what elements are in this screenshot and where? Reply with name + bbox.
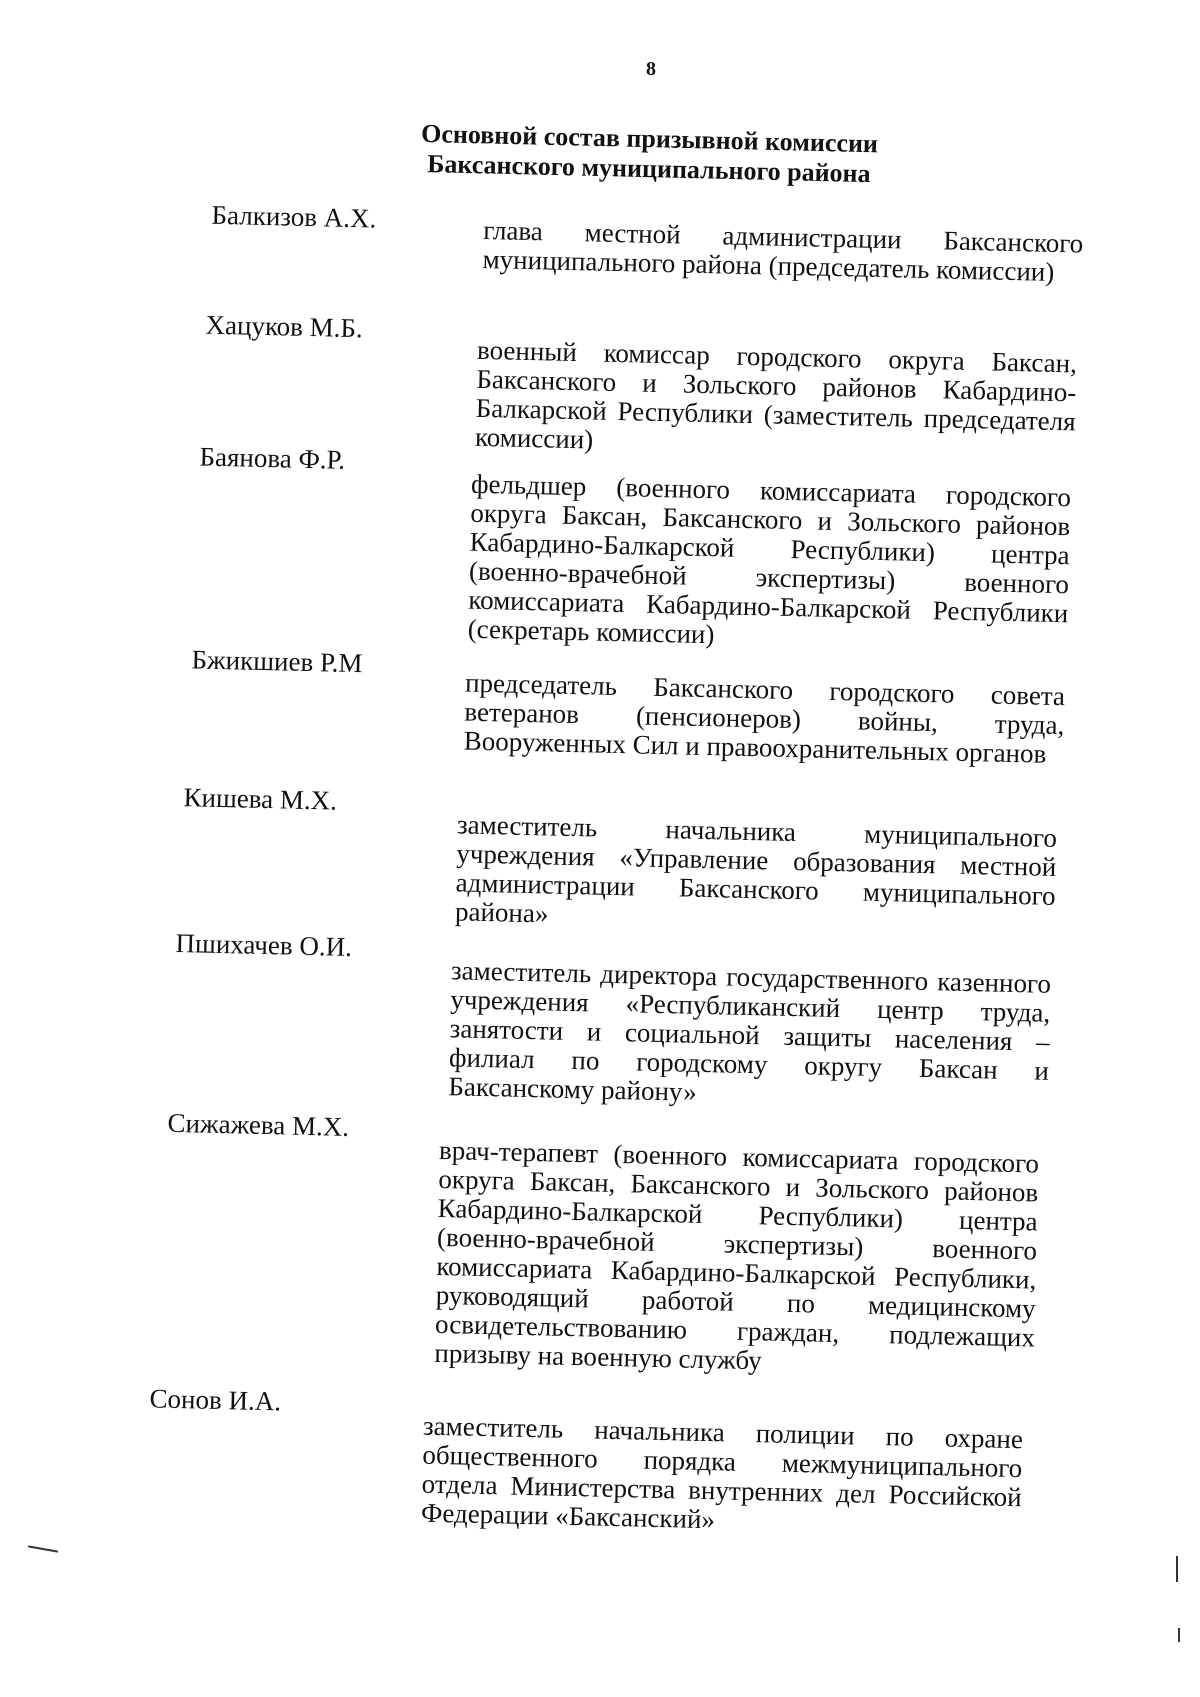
scan-mark — [1176, 1556, 1178, 1582]
member-name: Хацуков М.Б. — [205, 309, 364, 344]
member-role: заместитель начальника муниципального учреждения «Управление образования местной администрации Баксанского муниципального района» — [454, 809, 1058, 929]
scan-mark — [1178, 1628, 1180, 1642]
member-role: заместитель начальника полиции по охране общественного порядка межмуниципального отдела Министерства внутренних дел Российской Федерации «Баксанский» — [420, 1410, 1024, 1535]
member-name: Баянова Ф.Р. — [199, 441, 346, 475]
member-role: фельдшер (военного комиссариата городского округа Баксан, Баксанского и Зольского районов Кабардино-Балкарской Республики) центра (военно-врачебной экспертизы) военного комиссариата Кабардино-Балкарской Республики (секретарь комиссии) — [467, 468, 1072, 650]
title-line-1: Основной состав призывной комиссии — [420, 118, 879, 159]
member-role: заместитель директора государственного казенного учреждения «Республиканский центр труда, занятости и социальной защиты населения – филиал по городскому округу Баксан и Баксанскому району» — [448, 955, 1052, 1107]
member-entry — [0, 195, 1200, 287]
document-title — [379, 118, 920, 190]
member-role: военный комиссар городского округа Баксан, Баксанского и Зольского районов Кабардино-Балкарской Республики (заместитель председателя комиссии) — [474, 334, 1078, 455]
member-name: Бжикшиев Р.М — [191, 644, 363, 679]
member-entry — [0, 1380, 1200, 1535]
title-line-2: Баксанского муниципального района — [426, 149, 871, 189]
member-name: Пшихачев О.И. — [175, 927, 353, 962]
member-name: Сонов И.А. — [149, 1383, 282, 1417]
page-number: 8 — [646, 58, 656, 80]
member-name: Кишева М.Х. — [183, 782, 338, 816]
member-entry — [0, 305, 1200, 455]
member-entry — [0, 778, 1200, 929]
member-role: врач-терапевт (военного комиссариата городского округа Баксан, Баксанского и Зольского районов Кабардино-Балкарской Республики) центра (военно-врачебной экспертизы) военного комиссариата Кабардино-Балкарской Республики, руководящий работой по медицинскому освидетельствованию граждан, подлежащих призыву на военную службу — [434, 1134, 1040, 1376]
member-role: глава местной администрации Баксанского муниципального района (председатель комиссии) — [482, 214, 1084, 287]
member-name: Сижажева М.Х. — [167, 1107, 350, 1142]
member-role: председатель Баксанского городского совета ветеранов (пенсионеров) войны, труда, Вооруженных Сил и правоохранительных органов — [463, 667, 1066, 769]
scan-mark — [28, 1545, 58, 1552]
member-name: Балкизов А.Х. — [211, 199, 377, 234]
